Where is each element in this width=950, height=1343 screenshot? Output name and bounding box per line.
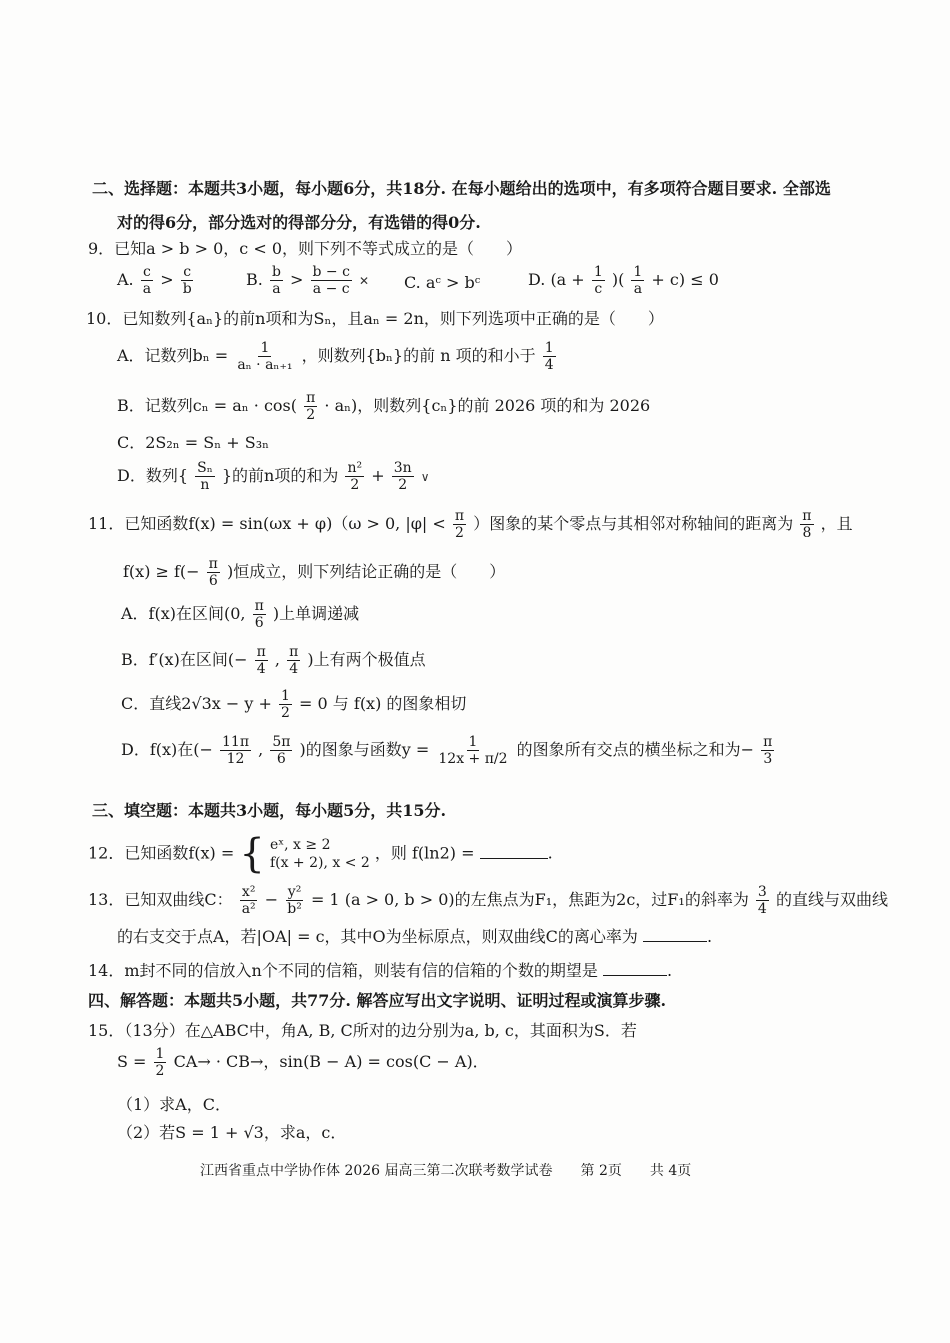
fraction: $\frac{\text{Sₙ}}{n}$ (197, 460, 213, 493)
q9-option-b: B. $\frac{b}{a}$ > $\frac{b - c}{a - c}$ ✕ (246, 264, 370, 297)
section2-heading-line2: 对的得6分，部分选对的得部分分，有选错的得0分. (117, 213, 481, 232)
fraction: $\frac{1}{12x + \pi/2}$ (438, 734, 508, 767)
fraction: $\frac{1}{2}$ (155, 1046, 165, 1079)
q13-line2: 的右支交于点A，若|OA| = c，其中O为坐标原点，则双曲线C的离心率为 . (117, 927, 713, 946)
fraction: $\frac{\pi}{6}$ (254, 598, 264, 631)
section3-heading: 三、填空题：本题共3小题，每小题5分，共15分. (92, 801, 447, 820)
fraction: $\frac{5\pi}{6}$ (272, 734, 291, 767)
fraction: $\frac{\pi}{2}$ (306, 390, 316, 423)
fraction: $\frac{1}{c}$ (593, 264, 603, 297)
section4-heading: 四、解答题：本题共5小题，共77分. 解答应写出文字说明、证明过程或演算步骤. (88, 991, 667, 1010)
q15-stem: 15．（13分）在△ABC中，角A, B, C所对的边分别为a, b, c，其面积为S．若 (88, 1021, 637, 1040)
q11-option-c: C．直线2√3x − y + $\frac{1}{2}$ = 0 与 f(x) 的图象相切 (121, 688, 467, 721)
handwritten-mark: ✕ (359, 274, 370, 288)
page-footer: 江西省重点中学协作体 2026 届高三第二次联考数学试卷 第 2页 共 4页 (200, 1163, 692, 1179)
q10-stem: 10．已知数列{aₙ}的前n项和为Sₙ，且aₙ = 2n，则下列选项中正确的是（ ） (86, 309, 664, 328)
fraction: $\frac{\text{x²}}{\text{a²}}$ (241, 884, 256, 917)
fraction: $\frac{\pi}{4}$ (256, 644, 266, 677)
answer-blank (480, 858, 548, 859)
fraction: $\frac{\pi}{3}$ (763, 734, 773, 767)
fraction: $\frac{\text{n²}}{2}$ (347, 460, 363, 493)
q10-option-a: A．记数列bₙ = $\frac{1}{\text{aₙ · aₙ₊₁}}$ ，则数列{bₙ}的前 n 项的和小于 $\frac{1}{4}$ (117, 340, 554, 373)
q11-option-a: A．f(x)在区间(0, $\frac{\pi}{6}$ )上单调递减 (121, 598, 360, 631)
fraction: $\frac{\pi}{6}$ (208, 556, 218, 589)
fraction: $\frac{c}{a}$ (142, 264, 152, 297)
q9-option-c: C. aᶜ > bᶜ (404, 273, 481, 292)
answer-blank (643, 941, 707, 942)
q15-equation: S = $\frac{1}{2}$ CA→ · CB→，sin(B − A) = cos(C − A)． (117, 1046, 489, 1079)
fraction: $\frac{\pi}{8}$ (802, 508, 812, 541)
fraction: $\frac{\pi}{2}$ (454, 508, 465, 541)
fraction: $\frac{1}{\text{aₙ · aₙ₊₁}}$ (237, 340, 293, 373)
q11-option-d: D．f(x)在(− $\frac{11\pi}{12}$ , $\frac{5\pi}{6}$ )的图象与函数y = $\frac{1}{12x + \pi/2}$ 的图象所有交点的横坐标之和为− $\frac{\pi}{3}$ (121, 734, 773, 767)
q11-stem: 11．已知函数f(x) = sin(ωx + φ)（ω > 0, |φ| < $\frac{\pi}{2}$ ）图象的某个零点与其相邻对称轴间的距离为 $\frac{\pi}{8}$ ，且 (88, 508, 853, 541)
section2-heading-line1: 二、选择题：本题共3小题，每小题6分，共18分. 在每小题给出的选项中，有多项符合题目要求. 全部选 (92, 179, 831, 198)
q11-option-b: B．f′(x)在区间(− $\frac{\pi}{4}$ , $\frac{\pi}{4}$ )上有两个极值点 (121, 644, 426, 677)
q15-part1: （1）求A，C． (117, 1095, 231, 1114)
left-brace-icon: { (239, 831, 265, 877)
q15-part2: （2）若S = 1 + √3，求a，c． (117, 1123, 347, 1142)
q12: 12．已知函数f(x) = { eˣ, x ≥ 2 f(x + 2), x < 2 ，则 f(ln2) = . (88, 831, 553, 877)
q9-option-a: A. $\frac{c}{a}$ > $\frac{c}{b}$ (117, 264, 192, 297)
fraction: $\frac{\pi}{4}$ (289, 644, 299, 677)
q11-stem-line2: f(x) ≥ f(− $\frac{\pi}{6}$ )恒成立，则下列结论正确的是（ ） (123, 556, 506, 589)
fraction: $\frac{b}{a}$ (271, 264, 281, 297)
fraction: $\frac{b - c}{a - c}$ (312, 264, 350, 297)
q10-option-b: B．记数列cₙ = aₙ · cos( $\frac{\pi}{2}$ · aₙ)，则数列{cₙ}的前 2026 项的和为 2026 (117, 390, 651, 423)
q10-option-c: C．2S₂ₙ = Sₙ + S₃ₙ (117, 433, 270, 452)
fraction: $\frac{3n}{2}$ (393, 460, 412, 493)
fraction: $\frac{11\pi}{12}$ (222, 734, 250, 767)
fraction: $\frac{1}{a}$ (633, 264, 643, 297)
fraction: $\frac{3}{4}$ (757, 884, 767, 917)
fraction: $\frac{c}{b}$ (182, 264, 192, 297)
q14: 14．m封不同的信放入n个不同的信箱，则装有信的信箱的个数的期望是 . (88, 961, 673, 980)
fraction: $\frac{\text{y²}}{\text{b²}}$ (287, 884, 302, 917)
answer-blank (603, 975, 667, 976)
q9-option-d: D. (a + $\frac{1}{c}$ )( $\frac{1}{a}$ + c) ≤ 0 (528, 264, 719, 297)
fraction: $\frac{1}{2}$ (281, 688, 290, 721)
q10-option-d: D．数列{ $\frac{\text{Sₙ}}{n}$ }的前n项的和为 $\frac{\text{n²}}{2}$ + $\frac{3n}{2}$ ∨ (117, 460, 430, 493)
q9-stem: 9．已知a > b > 0，c < 0，则下列不等式成立的是（ ） (88, 239, 523, 258)
handwritten-mark: ∨ (420, 470, 430, 484)
fraction: $\frac{1}{4}$ (544, 340, 554, 373)
q13: 13．已知双曲线C： $\frac{\text{x²}}{\text{a²}}$ − $\frac{\text{y²}}{\text{b²}}$ = 1 (a > 0, b > 0)的左焦点为F₁，焦距为2c，过F₁的斜率为 $\frac{3}{4}$ 的直线与双曲线 (88, 884, 888, 917)
